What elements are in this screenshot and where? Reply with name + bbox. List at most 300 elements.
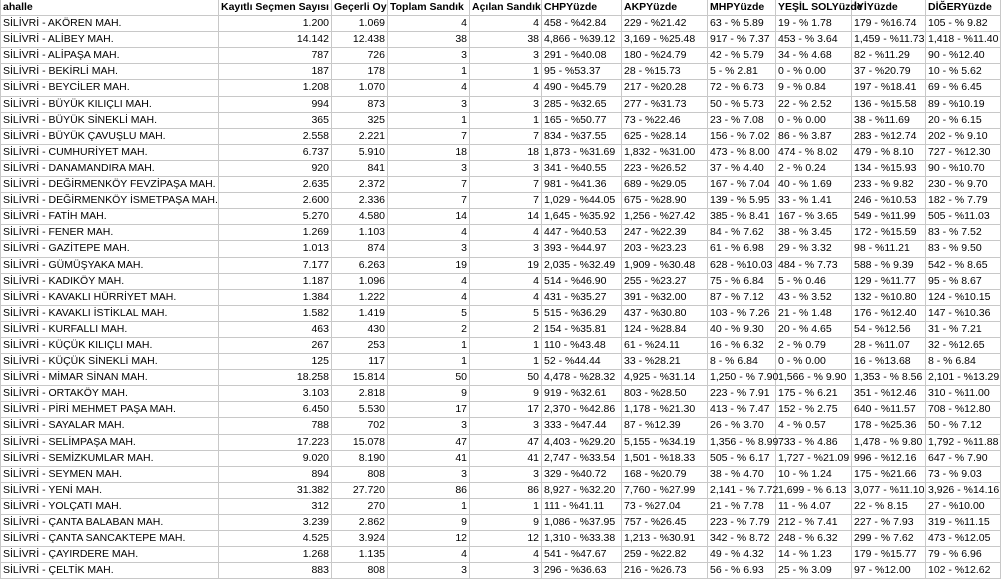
- kayitli-secmen-cell: 1.269: [219, 225, 332, 241]
- akp-cell: 1,213 - %30.91: [622, 531, 708, 547]
- akp-cell: 217 - %20.28: [622, 80, 708, 96]
- diger-cell: 542 - % 8.65: [926, 257, 1001, 273]
- iyi-cell: 97 - %12.00: [852, 563, 926, 579]
- acilan-sandik-cell: 47: [470, 434, 542, 450]
- acilan-sandik-cell: 1: [470, 112, 542, 128]
- table-row: [1, 112, 1001, 128]
- akp-cell: 391 - %32.00: [622, 289, 708, 305]
- table-row: [1, 48, 1001, 64]
- iyi-cell: 640 - %11.57: [852, 402, 926, 418]
- mhp-cell: 8 - % 6.84: [708, 354, 776, 370]
- akp-cell: 61 - %24.11: [622, 337, 708, 353]
- mhp-cell: 50 - % 5.73: [708, 96, 776, 112]
- acilan-sandik-cell: 7: [470, 193, 542, 209]
- table-row: [1, 177, 1001, 193]
- kayitli-secmen-cell: 14.142: [219, 32, 332, 48]
- table-row: [1, 16, 1001, 32]
- akp-cell: 803 - %28.50: [622, 386, 708, 402]
- kayitli-secmen-cell: 1.013: [219, 241, 332, 257]
- kayitli-secmen-cell: 3.103: [219, 386, 332, 402]
- akp-cell: 28 - %15.73: [622, 64, 708, 80]
- kayitli-secmen-cell: 5.270: [219, 209, 332, 225]
- yesil-sol-cell: 43 - % 3.52: [776, 289, 852, 305]
- iyi-cell: 98 - %11.21: [852, 241, 926, 257]
- toplam-sandik-cell: 50: [388, 370, 470, 386]
- table-row: [1, 96, 1001, 112]
- yesil-sol-cell: 9 - % 0.84: [776, 80, 852, 96]
- akp-cell: 4,925 - %31.14: [622, 370, 708, 386]
- iyi-cell: 299 - % 7.62: [852, 531, 926, 547]
- acilan-sandik-cell: 4: [470, 273, 542, 289]
- akp-cell: 229 - %21.42: [622, 16, 708, 32]
- mahalle-cell: SİLİVRİ - ÇELTİK MAH.: [1, 563, 219, 579]
- table-row: [1, 193, 1001, 209]
- toplam-sandik-cell: 4: [388, 225, 470, 241]
- table-row: [1, 547, 1001, 563]
- acilan-sandik-cell: 41: [470, 450, 542, 466]
- table-row: [1, 563, 1001, 579]
- gecerli-oy-cell: 808: [332, 563, 388, 579]
- toplam-sandik-cell: 7: [388, 177, 470, 193]
- yesil-sol-cell: 453 - % 3.64: [776, 32, 852, 48]
- diger-cell: 3,926 - %14.16: [926, 482, 1001, 498]
- diger-cell: 8 - % 6.84: [926, 354, 1001, 370]
- table-row: [1, 386, 1001, 402]
- gecerli-oy-cell: 1.096: [332, 273, 388, 289]
- acilan-sandik-cell: 3: [470, 418, 542, 434]
- toplam-sandik-cell: 18: [388, 144, 470, 160]
- yesil-sol-cell: 167 - % 3.65: [776, 209, 852, 225]
- kayitli-secmen-cell: 18.258: [219, 370, 332, 386]
- acilan-sandik-cell: 9: [470, 515, 542, 531]
- diger-cell: 473 - %12.05: [926, 531, 1001, 547]
- mhp-cell: 917 - % 7.37: [708, 32, 776, 48]
- iyi-cell: 996 - %12.16: [852, 450, 926, 466]
- yesil-sol-cell: 0 - % 0.00: [776, 112, 852, 128]
- table-row: [1, 128, 1001, 144]
- diger-cell: 32 - %12.65: [926, 337, 1001, 353]
- chp-cell: 919 - %32.61: [542, 386, 622, 402]
- iyi-cell: 1,459 - %11.73: [852, 32, 926, 48]
- acilan-sandik-cell: 5: [470, 305, 542, 321]
- chp-cell: 4,478 - %28.32: [542, 370, 622, 386]
- diger-cell: 90 - %12.40: [926, 48, 1001, 64]
- iyi-cell: 82 - %11.29: [852, 48, 926, 64]
- akp-cell: 625 - %28.14: [622, 128, 708, 144]
- toplam-sandik-cell: 38: [388, 32, 470, 48]
- akp-cell: 1,256 - %27.42: [622, 209, 708, 225]
- mahalle-cell: SİLİVRİ - KÜÇÜK KILIÇLI MAH.: [1, 337, 219, 353]
- akp-cell: 223 - %26.52: [622, 160, 708, 176]
- yesil-sol-cell: 25 - % 3.09: [776, 563, 852, 579]
- kayitli-secmen-cell: 365: [219, 112, 332, 128]
- acilan-sandik-cell: 1: [470, 337, 542, 353]
- akp-cell: 7,760 - %27.99: [622, 482, 708, 498]
- mahalle-cell: SİLİVRİ - YOLÇATI MAH.: [1, 498, 219, 514]
- diger-cell: 31 - % 7.21: [926, 321, 1001, 337]
- header-row: [1, 0, 1001, 16]
- yesil-sol-cell: 212 - % 7.41: [776, 515, 852, 531]
- chp-cell: 447 - %40.53: [542, 225, 622, 241]
- toplam-sandik-cell: 1: [388, 498, 470, 514]
- kayitli-secmen-cell: 9.020: [219, 450, 332, 466]
- table-row: [1, 64, 1001, 80]
- iyi-cell: 549 - %11.99: [852, 209, 926, 225]
- table-row: [1, 305, 1001, 321]
- diger-cell: 10 - % 5.62: [926, 64, 1001, 80]
- yesil-sol-cell: 11 - % 4.07: [776, 498, 852, 514]
- mhp-cell: 16 - % 6.32: [708, 337, 776, 353]
- chp-cell: 110 - %43.48: [542, 337, 622, 353]
- mahalle-cell: SİLİVRİ - ÇAYIRDERE MAH.: [1, 547, 219, 563]
- acilan-sandik-cell: 17: [470, 402, 542, 418]
- mahalle-cell: SİLİVRİ - ORTAKÖY MAH.: [1, 386, 219, 402]
- chp-cell: 285 - %32.65: [542, 96, 622, 112]
- akp-cell: 247 - %22.39: [622, 225, 708, 241]
- acilan-sandik-cell: 1: [470, 64, 542, 80]
- kayitli-secmen-cell: 1.208: [219, 80, 332, 96]
- kayitli-secmen-cell: 31.382: [219, 482, 332, 498]
- iyi-cell: 588 - % 9.39: [852, 257, 926, 273]
- mahalle-cell: SİLİVRİ - FENER MAH.: [1, 225, 219, 241]
- kayitli-secmen-cell: 6.450: [219, 402, 332, 418]
- yesil-sol-cell: 86 - % 3.87: [776, 128, 852, 144]
- table-row: [1, 418, 1001, 434]
- kayitli-secmen-cell: 6.737: [219, 144, 332, 160]
- iyi-cell: 175 - %21.66: [852, 466, 926, 482]
- mahalle-cell: SİLİVRİ - PİRİ MEHMET PAŞA MAH.: [1, 402, 219, 418]
- toplam-sandik-cell: 7: [388, 193, 470, 209]
- chp-cell: 490 - %45.79: [542, 80, 622, 96]
- gecerli-oy-cell: 3.924: [332, 531, 388, 547]
- kayitli-secmen-cell: 17.223: [219, 434, 332, 450]
- gecerli-oy-cell: 1.069: [332, 16, 388, 32]
- gecerli-oy-cell: 841: [332, 160, 388, 176]
- toplam-sandik-cell: 3: [388, 418, 470, 434]
- yesil-sol-cell: 20 - % 4.65: [776, 321, 852, 337]
- acilan-sandik-cell: 9: [470, 386, 542, 402]
- mahalle-cell: SİLİVRİ - AKÖREN MAH.: [1, 16, 219, 32]
- akp-cell: 3,169 - %25.48: [622, 32, 708, 48]
- acilan-sandik-cell: 38: [470, 32, 542, 48]
- gecerli-oy-cell: 12.438: [332, 32, 388, 48]
- chp-cell: 393 - %44.97: [542, 241, 622, 257]
- column-header: AKPYüzde: [622, 0, 708, 16]
- yesil-sol-cell: 4 - % 0.57: [776, 418, 852, 434]
- acilan-sandik-cell: 4: [470, 289, 542, 305]
- mahalle-cell: SİLİVRİ - ALİBEY MAH.: [1, 32, 219, 48]
- acilan-sandik-cell: 3: [470, 241, 542, 257]
- gecerli-oy-cell: 873: [332, 96, 388, 112]
- toplam-sandik-cell: 4: [388, 547, 470, 563]
- gecerli-oy-cell: 726: [332, 48, 388, 64]
- iyi-cell: 351 - %12.46: [852, 386, 926, 402]
- chp-cell: 1,029 - %44.05: [542, 193, 622, 209]
- yesil-sol-cell: 1,699 - % 6.13: [776, 482, 852, 498]
- table-row: [1, 209, 1001, 225]
- gecerli-oy-cell: 1.103: [332, 225, 388, 241]
- kayitli-secmen-cell: 125: [219, 354, 332, 370]
- column-header: Açılan Sandık: [470, 0, 542, 16]
- column-header: Geçerli Oy: [332, 0, 388, 16]
- mhp-cell: 38 - % 4.70: [708, 466, 776, 482]
- kayitli-secmen-cell: 4.525: [219, 531, 332, 547]
- table-row: [1, 321, 1001, 337]
- acilan-sandik-cell: 86: [470, 482, 542, 498]
- gecerli-oy-cell: 253: [332, 337, 388, 353]
- yesil-sol-cell: 29 - % 3.32: [776, 241, 852, 257]
- iyi-cell: 136 - %15.58: [852, 96, 926, 112]
- toplam-sandik-cell: 3: [388, 563, 470, 579]
- yesil-sol-cell: 5 - % 0.46: [776, 273, 852, 289]
- diger-cell: 647 - % 7.90: [926, 450, 1001, 466]
- akp-cell: 689 - %29.05: [622, 177, 708, 193]
- mahalle-cell: SİLİVRİ - SEYMEN MAH.: [1, 466, 219, 482]
- gecerli-oy-cell: 1.222: [332, 289, 388, 305]
- iyi-cell: 233 - % 9.82: [852, 177, 926, 193]
- akp-cell: 216 - %26.73: [622, 563, 708, 579]
- akp-cell: 180 - %24.79: [622, 48, 708, 64]
- mhp-cell: 628 - %10.03: [708, 257, 776, 273]
- gecerli-oy-cell: 1.070: [332, 80, 388, 96]
- gecerli-oy-cell: 178: [332, 64, 388, 80]
- yesil-sol-cell: 152 - % 2.75: [776, 402, 852, 418]
- kayitli-secmen-cell: 1.384: [219, 289, 332, 305]
- table-row: [1, 531, 1001, 547]
- kayitli-secmen-cell: 312: [219, 498, 332, 514]
- iyi-cell: 37 - %20.79: [852, 64, 926, 80]
- table-row: [1, 160, 1001, 176]
- iyi-cell: 22 - % 8.15: [852, 498, 926, 514]
- kayitli-secmen-cell: 7.177: [219, 257, 332, 273]
- acilan-sandik-cell: 4: [470, 225, 542, 241]
- chp-cell: 458 - %42.84: [542, 16, 622, 32]
- iyi-cell: 179 - %16.74: [852, 16, 926, 32]
- acilan-sandik-cell: 4: [470, 16, 542, 32]
- yesil-sol-cell: 484 - % 7.73: [776, 257, 852, 273]
- mhp-cell: 223 - % 7.91: [708, 386, 776, 402]
- akp-cell: 203 - %23.23: [622, 241, 708, 257]
- chp-cell: 296 - %36.63: [542, 563, 622, 579]
- mhp-cell: 167 - % 7.04: [708, 177, 776, 193]
- toplam-sandik-cell: 3: [388, 160, 470, 176]
- kayitli-secmen-cell: 2.635: [219, 177, 332, 193]
- gecerli-oy-cell: 2.372: [332, 177, 388, 193]
- gecerli-oy-cell: 430: [332, 321, 388, 337]
- mahalle-cell: SİLİVRİ - BEKİRLİ MAH.: [1, 64, 219, 80]
- yesil-sol-cell: 2 - % 0.79: [776, 337, 852, 353]
- gecerli-oy-cell: 5.530: [332, 402, 388, 418]
- akp-cell: 124 - %28.84: [622, 321, 708, 337]
- mahalle-cell: SİLİVRİ - BEYCİLER MAH.: [1, 80, 219, 96]
- diger-cell: 310 - %11.00: [926, 386, 1001, 402]
- mhp-cell: 84 - % 7.62: [708, 225, 776, 241]
- mahalle-cell: SİLİVRİ - BÜYÜK SİNEKLİ MAH.: [1, 112, 219, 128]
- acilan-sandik-cell: 3: [470, 563, 542, 579]
- kayitli-secmen-cell: 920: [219, 160, 332, 176]
- column-header: MHPYüzde: [708, 0, 776, 16]
- mhp-cell: 26 - % 3.70: [708, 418, 776, 434]
- diger-cell: 1,418 - %11.40: [926, 32, 1001, 48]
- diger-cell: 50 - % 7.12: [926, 418, 1001, 434]
- table-body: [1, 16, 1001, 579]
- mhp-cell: 72 - % 6.73: [708, 80, 776, 96]
- chp-cell: 165 - %50.77: [542, 112, 622, 128]
- yesil-sol-cell: 38 - % 3.45: [776, 225, 852, 241]
- gecerli-oy-cell: 2.336: [332, 193, 388, 209]
- yesil-sol-cell: 40 - % 1.69: [776, 177, 852, 193]
- mhp-cell: 156 - % 7.02: [708, 128, 776, 144]
- gecerli-oy-cell: 6.263: [332, 257, 388, 273]
- chp-cell: 8,927 - %32.20: [542, 482, 622, 498]
- iyi-cell: 1,478 - % 9.80: [852, 434, 926, 450]
- chp-cell: 981 - %41.36: [542, 177, 622, 193]
- mhp-cell: 42 - % 5.79: [708, 48, 776, 64]
- table-row: [1, 515, 1001, 531]
- yesil-sol-cell: 34 - % 4.68: [776, 48, 852, 64]
- diger-cell: 95 - % 8.67: [926, 273, 1001, 289]
- toplam-sandik-cell: 12: [388, 531, 470, 547]
- mahalle-cell: SİLİVRİ - SEMİZKUMLAR MAH.: [1, 450, 219, 466]
- chp-cell: 333 - %47.44: [542, 418, 622, 434]
- mhp-cell: 87 - % 7.12: [708, 289, 776, 305]
- chp-cell: 52 - %44.44: [542, 354, 622, 370]
- toplam-sandik-cell: 14: [388, 209, 470, 225]
- mhp-cell: 385 - % 8.41: [708, 209, 776, 225]
- yesil-sol-cell: 33 - % 1.41: [776, 193, 852, 209]
- table-row: [1, 32, 1001, 48]
- akp-cell: 757 - %26.45: [622, 515, 708, 531]
- toplam-sandik-cell: 4: [388, 80, 470, 96]
- mahalle-cell: SİLİVRİ - FATİH MAH.: [1, 209, 219, 225]
- iyi-cell: 3,077 - %11.10: [852, 482, 926, 498]
- gecerli-oy-cell: 2.818: [332, 386, 388, 402]
- toplam-sandik-cell: 4: [388, 16, 470, 32]
- yesil-sol-cell: 0 - % 0.00: [776, 354, 852, 370]
- mhp-cell: 63 - % 5.89: [708, 16, 776, 32]
- kayitli-secmen-cell: 788: [219, 418, 332, 434]
- mhp-cell: 223 - % 7.79: [708, 515, 776, 531]
- mahalle-cell: SİLİVRİ - KÜÇÜK SİNEKLİ MAH.: [1, 354, 219, 370]
- gecerli-oy-cell: 8.190: [332, 450, 388, 466]
- diger-cell: 69 - % 6.45: [926, 80, 1001, 96]
- iyi-cell: 197 - %18.41: [852, 80, 926, 96]
- mahalle-cell: SİLİVRİ - SELİMPAŞA MAH.: [1, 434, 219, 450]
- toplam-sandik-cell: 41: [388, 450, 470, 466]
- mahalle-cell: SİLİVRİ - YENİ MAH.: [1, 482, 219, 498]
- akp-cell: 73 - %22.46: [622, 112, 708, 128]
- chp-cell: 4,866 - %39.12: [542, 32, 622, 48]
- iyi-cell: 179 - %15.77: [852, 547, 926, 563]
- yesil-sol-cell: 19 - % 1.78: [776, 16, 852, 32]
- yesil-sol-cell: 22 - % 2.52: [776, 96, 852, 112]
- iyi-cell: 178 - %25.36: [852, 418, 926, 434]
- table-row: [1, 289, 1001, 305]
- column-header: YEŞİL SOLYüzde: [776, 0, 852, 16]
- kayitli-secmen-cell: 883: [219, 563, 332, 579]
- toplam-sandik-cell: 19: [388, 257, 470, 273]
- diger-cell: 83 - % 9.50: [926, 241, 1001, 257]
- table-row: [1, 482, 1001, 498]
- yesil-sol-cell: 1,566 - % 9.90: [776, 370, 852, 386]
- column-header: Toplam Sandık: [388, 0, 470, 16]
- diger-cell: 202 - % 9.10: [926, 128, 1001, 144]
- diger-cell: 182 - % 7.79: [926, 193, 1001, 209]
- mahalle-cell: SİLİVRİ - SAYALAR MAH.: [1, 418, 219, 434]
- diger-cell: 79 - % 6.96: [926, 547, 1001, 563]
- akp-cell: 1,501 - %18.33: [622, 450, 708, 466]
- toplam-sandik-cell: 4: [388, 289, 470, 305]
- diger-cell: 1,792 - %11.88: [926, 434, 1001, 450]
- table-row: [1, 450, 1001, 466]
- chp-cell: 1,645 - %35.92: [542, 209, 622, 225]
- kayitli-secmen-cell: 463: [219, 321, 332, 337]
- gecerli-oy-cell: 702: [332, 418, 388, 434]
- akp-cell: 255 - %23.27: [622, 273, 708, 289]
- diger-cell: 230 - % 9.70: [926, 177, 1001, 193]
- toplam-sandik-cell: 1: [388, 64, 470, 80]
- acilan-sandik-cell: 7: [470, 128, 542, 144]
- mhp-cell: 23 - % 7.08: [708, 112, 776, 128]
- toplam-sandik-cell: 1: [388, 112, 470, 128]
- diger-cell: 83 - % 7.52: [926, 225, 1001, 241]
- kayitli-secmen-cell: 1.582: [219, 305, 332, 321]
- akp-cell: 5,155 - %34.19: [622, 434, 708, 450]
- yesil-sol-cell: 2 - % 0.24: [776, 160, 852, 176]
- diger-cell: 505 - %11.03: [926, 209, 1001, 225]
- chp-cell: 514 - %46.90: [542, 273, 622, 289]
- yesil-sol-cell: 0 - % 0.00: [776, 64, 852, 80]
- mahalle-cell: SİLİVRİ - BÜYÜK ÇAVUŞLU MAH.: [1, 128, 219, 144]
- kayitli-secmen-cell: 187: [219, 64, 332, 80]
- iyi-cell: 176 - %12.40: [852, 305, 926, 321]
- column-header: Kayıtlı Seçmen Sayısı: [219, 0, 332, 16]
- chp-cell: 1,310 - %33.38: [542, 531, 622, 547]
- gecerli-oy-cell: 2.862: [332, 515, 388, 531]
- gecerli-oy-cell: 808: [332, 466, 388, 482]
- akp-cell: 1,178 - %21.30: [622, 402, 708, 418]
- mhp-cell: 21 - % 7.78: [708, 498, 776, 514]
- toplam-sandik-cell: 3: [388, 48, 470, 64]
- iyi-cell: 227 - % 7.93: [852, 515, 926, 531]
- chp-cell: 2,370 - %42.86: [542, 402, 622, 418]
- akp-cell: 33 - %28.21: [622, 354, 708, 370]
- mahalle-cell: SİLİVRİ - KAVAKLI İSTİKLAL MAH.: [1, 305, 219, 321]
- mahalle-cell: SİLİVRİ - CUMHURİYET MAH.: [1, 144, 219, 160]
- acilan-sandik-cell: 3: [470, 466, 542, 482]
- kayitli-secmen-cell: 994: [219, 96, 332, 112]
- kayitli-secmen-cell: 894: [219, 466, 332, 482]
- akp-cell: 168 - %20.79: [622, 466, 708, 482]
- akp-cell: 73 - %27.04: [622, 498, 708, 514]
- table-row: [1, 225, 1001, 241]
- gecerli-oy-cell: 325: [332, 112, 388, 128]
- mahalle-cell: SİLİVRİ - BÜYÜK KILIÇLI MAH.: [1, 96, 219, 112]
- acilan-sandik-cell: 18: [470, 144, 542, 160]
- kayitli-secmen-cell: 1.268: [219, 547, 332, 563]
- yesil-sol-cell: 474 - % 8.02: [776, 144, 852, 160]
- iyi-cell: 172 - %15.59: [852, 225, 926, 241]
- acilan-sandik-cell: 50: [470, 370, 542, 386]
- gecerli-oy-cell: 1.419: [332, 305, 388, 321]
- acilan-sandik-cell: 3: [470, 96, 542, 112]
- acilan-sandik-cell: 19: [470, 257, 542, 273]
- column-header: ahalle: [1, 0, 219, 16]
- toplam-sandik-cell: 5: [388, 305, 470, 321]
- iyi-cell: 283 - %12.74: [852, 128, 926, 144]
- toplam-sandik-cell: 7: [388, 128, 470, 144]
- akp-cell: 437 - %30.80: [622, 305, 708, 321]
